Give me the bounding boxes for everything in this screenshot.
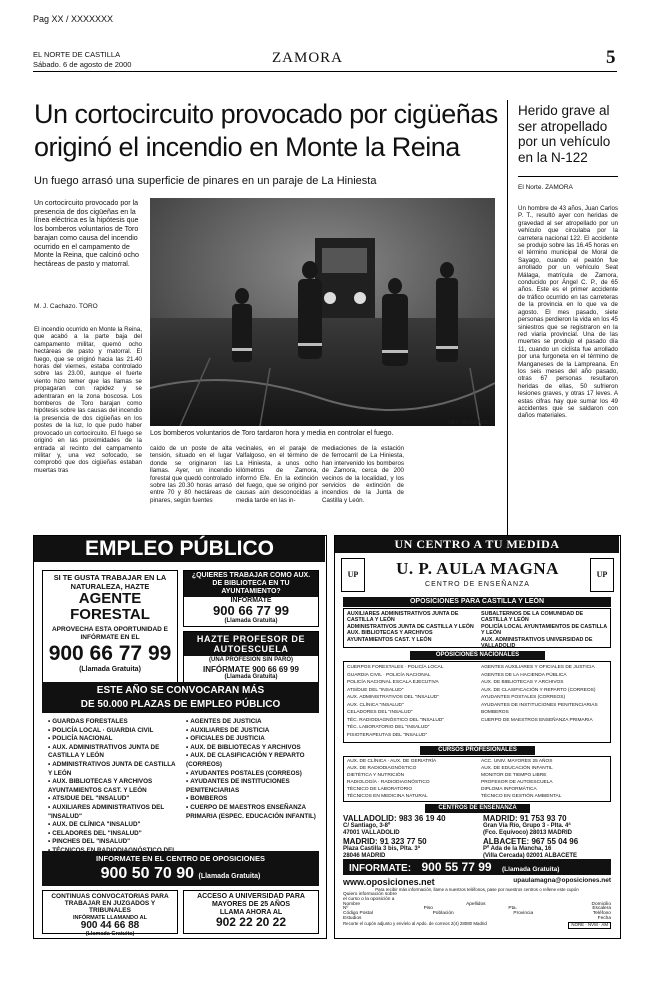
list-item: • ADMINISTRATIVOS JUNTA DE CASTILLA Y LEÓN: [48, 761, 178, 778]
aux-biblioteca-block: [183, 570, 319, 627]
page-date: Sábado. 6 de agosto de 2000: [33, 60, 132, 69]
nac-item: CUERPOS FORESTALES · POLICÍA LOCAL: [347, 665, 444, 670]
list-item: • POLICÍA LOCAL · GUARDIA CIVIL: [48, 727, 178, 736]
field-domicilio[interactable]: Domicilio: [591, 901, 611, 907]
side-byline: El Norte. ZAMORA: [518, 184, 573, 191]
main-headline: [34, 98, 504, 164]
aux-top: ¿QUIERES TRABAJAR COMO AUX. DE BIBLIOTECA EN TU AYUNTAMIENTO?: [184, 571, 318, 597]
centros-right: [483, 814, 613, 860]
lead-paragraph: Un cortocircuito provocado por la presencia de dos cigüeñas en la línea eléctrica es la hipótesis que los bomberos voluntarios de Toro barajan como causa del incendio ocurrido en el campamento de Monte la Reina, que calcinó ocho hectáreas de pasto y matorral.: [34, 199, 139, 268]
nac-item: AUX. ADMINISTRATIVOS DEL "INSALUD": [347, 695, 439, 700]
field-codigo-postal[interactable]: Código Postal: [343, 911, 373, 917]
article-column-1: El incendio ocurrido en Monte la Reina, que acabó a la parte baja del campamento militar, quemó ocho hectáreas de pasto y matorral. El fuego, que se originó hacia las 21.40 horas del viernes, estaba controlado sobre las 23.00, aunque el fuerte viento hizo temer que las llamas se propagaran con rapidez y se adentraran en la zona boscosa. Los bomberos de Toro barajan como hipótesis sobre las causas del incendio la presencia de dos cigüeñas en los postes de la luz, lo que pudo haber provocado un cortocircuito. El fuego se originó en las proximidades de la entrada al recinto del campamento militar y, una vez sofocado, se comprobó que dos cigüeñas estaban muertas tras: [34, 326, 142, 474]
list-item: • AYUDANTES POSTALES (CORREOS): [186, 770, 320, 779]
info-gratis: (Llamada Gratuita): [502, 866, 560, 873]
form-footer-row: [343, 922, 611, 929]
conv-info: INFÓRMATE LLAMANDO AL: [73, 914, 147, 921]
up-logo-right: UP: [590, 558, 614, 592]
plazas-banner: [42, 682, 319, 713]
fire-photo-illustration: [150, 198, 495, 426]
opos-item: SUBALTERNOS DE LA COMUNIDAD DE CASTILLA Y LEÓN: [481, 611, 584, 624]
nac-item: AUX. CLÍNICA "INSALUD": [347, 702, 404, 708]
curso-item: RADIOLOGÍA · RADIODIAGNÓSTICO: [347, 779, 430, 785]
headline-line-1: Un cortocircuito provocado por cigüeñas: [34, 99, 498, 129]
plazas-line-2: DE 50.000 PLAZAS DE EMPLEO PÚBLICO: [80, 699, 281, 710]
side-rule: [518, 176, 618, 177]
list-item: • POLICÍA NACIONAL: [48, 735, 178, 744]
curso-item: AUX. DE RADIODIAGNÓSTICO: [347, 765, 417, 771]
field-escalera[interactable]: Escalera: [592, 906, 611, 912]
article-column-4: mediaciones de la estación de ferrocarril de La Hiniesta, han intervenido los bomberos de Zamora, cerca de 200 vecinos de la localidad, y los servicios de extinción de incendios de la Junta de Castilla y León.: [322, 445, 404, 504]
list-item: • PINCHES DEL "INSALUD": [48, 838, 178, 847]
web-link[interactable]: www.oposiciones.net: [343, 877, 435, 887]
albacete-address-1: Pº Ada de la Mancha, 16: [483, 846, 552, 852]
aux-gratis: (Llamada Gratuita): [224, 618, 278, 624]
opos-item: AUX. BIBLIOTECAS Y ARCHIVOS AYUNTAMIENTOS CAST. Y LEÓN: [347, 630, 433, 643]
side-headline: Herido grave al ser atropellado por un vehículo en la N-122: [518, 103, 611, 165]
curso-item: AUX. DE EDUCACIÓN INFANTIL: [481, 765, 553, 771]
list-item: • AUXILIARES DE JUSTICIA: [186, 727, 320, 736]
form-code: NORE · NVM · AM: [568, 922, 611, 929]
list-item: • BOMBEROS: [186, 795, 320, 804]
conv-gratis: (Llamada Gratuita): [85, 930, 135, 937]
curso-item: TÉCNICO DE LABORATORIO: [347, 786, 413, 792]
nac-box: [343, 661, 611, 743]
curso-item: PROFESOR DE AUTOESCUELA: [481, 779, 553, 785]
byline: M. J. Cachazo. TORO: [34, 303, 98, 310]
informate-bar: [343, 859, 611, 875]
agente-info: APROVECHA ESTA OPORTUNIDAD E INFÓRMATE EN EL: [51, 626, 169, 641]
list-item: • AUX. BIBLIOTECAS Y ARCHIVOS AYUNTAMIENTOS CAST. Y LEÓN: [48, 778, 178, 795]
list-item: • AUX. DE CLASIFICACIÓN Y REPARTO (CORREOS): [186, 752, 320, 769]
article-column-3: vecinales, en el paraje de Valfalgoso, en el término de La Hiniesta, a unos ocho kilómetros de Zamora, informó Efe. En la extinción del fuego, que se originó por causas aún desconocidas a media tarde en las in-: [236, 445, 318, 504]
list-item: • AUX. DE BIBLIOTECAS Y ARCHIVOS: [186, 744, 320, 753]
list-item: • AYUDANTES DE INSTITUCIONES PENITENCIARIAS: [186, 778, 320, 795]
list-item: • AUX. DE CLÍNICA "INSALUD": [48, 821, 178, 830]
list-item: • ATS/DUE DEL "INSALUD": [48, 795, 178, 804]
valladolid-address-1: C/ Santiago, 3-8º: [343, 823, 391, 829]
paper-name: EL NORTE DE CASTILLA: [33, 50, 121, 59]
curso-item: TÉCNICOS EN MEDICINA NATURAL: [347, 793, 428, 799]
side-body: Un hombre de 43 años, Juan Carlos P. T., resultó ayer con heridas de gravedad al ser atropellado por un vehículo que circulaba por la carretera nacional 122. El accidente se produjo sobre las 16.45 horas en el término municipal de Moral de Sayago, cuando el peatón fue arrollado por un vehículo Seat Málaga, matrícula de Zamora, conducido por Ángel C. P., de 65 años. Este es el primer accidente de tráfico ocurrido en las carreteras de la provincia en lo que va de agosto. El mes pasado, siete personas perdieron la vida en los 45 siniestros que se registraron en la red viaria provincial. Una de las muertes se produjo el pasado día 11, cuando un ciclista fue arrollado por una furgoneta en el término de Manganeses de la Lampreana. En los seis meses del año pasado, otras 67 personas resultaron heridas de ellas, 50 sufrieron lesiones graves, y otras 17 leves. A estas cifras hay que sumar los 49 accidentes que se saldaron con daños materiales.: [518, 205, 618, 420]
juzgados-block: [42, 890, 178, 937]
univ-info: LLAMA AHORA AL: [219, 909, 283, 916]
aula-name: U. P. AULA MAGNA: [396, 559, 559, 578]
curso-item: TÉCNICO EN GESTIÓN AMBIENTAL: [481, 793, 562, 799]
univ-title: ACCESO A UNIVERSIDAD PARA MAYORES DE 25 AÑOS: [197, 893, 305, 908]
photo-caption: Los bomberos voluntarios de Toro tardaron hora y media en controlar el fuego.: [150, 430, 394, 437]
centro-info: INFORMATE EN EL CENTRO DE OPOSICIONES: [96, 854, 265, 863]
field-numero[interactable]: Nº: [343, 906, 349, 912]
nac-item: AYUDANTES DE INSTITUCIONES PENITENCIARIAS: [481, 702, 598, 708]
madrid2-address-1: Gran Vía Río, Grupo 3 - Plta. 4ª: [483, 823, 571, 829]
curso-item: DIETÉTICA Y NUTRICIÓN: [347, 772, 405, 778]
opos-box: [343, 608, 611, 648]
photo-credit: NATI HERNÁNDEZ: [448, 420, 492, 426]
curso-item: ACC. UNIV. MAYORES 25 AÑOS: [481, 759, 553, 764]
agente-gratis: (Llamada Gratuita): [79, 666, 141, 673]
headline-line-2: originó el incendio en Monte la Reina: [34, 132, 460, 162]
prof-title: HAZTE PROFESOR DE AUTOESCUELA: [184, 632, 318, 656]
agente-top: SI TE GUSTA TRABAJAR EN LA NATURALEZA, HAZTE: [53, 573, 167, 591]
coupon-form: [343, 893, 611, 936]
opos-item: AUX. ADMINISTRATIVOS UNIVERSIDAD DE VALLADOLID: [481, 636, 593, 650]
nac-item: ATS/DUE DEL "INSALUD": [347, 687, 404, 693]
form-note: Para recibir más información, llame a nuestros teléfonos, pase por nuestros centros o rellene este cupón: [375, 887, 579, 892]
column-divider: [507, 100, 508, 538]
madrid2-address-2: (Fco. Equívoco) 28013 MADRID: [483, 830, 573, 836]
cursos-title: CURSOS PROFESIONALES: [420, 746, 535, 755]
nac-item: BOMBEROS: [481, 710, 509, 715]
aula-magna-ad: [334, 535, 621, 939]
madrid-phone: MADRID: 91 323 77 50: [343, 837, 427, 846]
nac-item: AYUDANTES POSTALES (CORREOS): [481, 695, 566, 700]
agente-phone: 900 66 77 99: [48, 642, 172, 665]
empleo-list-right: [186, 718, 320, 821]
info-label: INFORMATE:: [349, 863, 412, 874]
nac-item: TÉC. RADIODIAGNÓSTICO DEL "INSALUD": [347, 717, 445, 723]
curso-item: AUX. DE CLÍNICA · AUX. DE GERIATRÍA: [347, 759, 437, 764]
field-estudios[interactable]: Estudios: [343, 915, 362, 921]
albacete-phone: ALBACETE: 967 55 04 96: [483, 837, 579, 846]
opos-item: ADMINISTRATIVOS JUNTA DE CASTILLA Y LEÓN: [347, 623, 474, 630]
nac-item: POLICÍA NACIONAL ESCALA EJECUTIVA: [347, 680, 439, 685]
web-row: [343, 877, 611, 887]
opos-item: POLICÍA LOCAL AYUNTAMIENTOS DE CASTILLA Y LEÓN: [481, 623, 607, 637]
email-link[interactable]: upaulamagna@oposiciones.net: [513, 877, 611, 884]
list-item: • AGENTES DE JUSTICIA: [186, 718, 320, 727]
plazas-line-1: ESTE AÑO SE CONVOCARAN MÁS: [96, 685, 265, 696]
centro-oposiciones-banner: [42, 851, 319, 886]
section-title: ZAMORA: [272, 50, 344, 66]
nac-item: TÉC. LABORATORIO DEL "INSALUD": [347, 725, 430, 730]
nac-item: AGENTES AUXILIARES Y OFICIALES DE JUSTICIA: [481, 665, 595, 670]
empleo-list-left: [48, 718, 178, 864]
form-q1: Quiero información sobre: [343, 892, 397, 897]
list-item: • CUERPO DE MAESTROS ENSEÑANZA PRIMARIA (ESPEC. EDUCACIÓN INFANTIL): [186, 804, 320, 821]
aula-sub: CENTRO DE ENSEÑANZA: [425, 581, 530, 588]
field-apellidos[interactable]: Apellidos: [466, 901, 486, 907]
valladolid-address-2: 47001 VALLADOLID: [343, 830, 400, 836]
madrid-address-2: 28046 MADRID: [343, 853, 386, 859]
list-item: • OFICIALES DE JUSTICIA: [186, 735, 320, 744]
agente-title-2: FORESTAL: [70, 606, 150, 623]
centro-gratis: (Llamada Gratuita): [198, 873, 261, 880]
univ-phone: 902 22 20 22: [215, 915, 287, 929]
field-piso[interactable]: Piso: [423, 906, 433, 912]
conv-title: CONTINUAS CONVOCATORIAS PARA TRABAJAR EN JUZGADOS Y TRIBUNALES: [51, 893, 169, 915]
field-puerta[interactable]: Pta.: [508, 906, 517, 912]
centro-phone: 900 50 70 90: [100, 865, 195, 882]
cursos-box: [343, 756, 611, 802]
field-poblacion[interactable]: Población: [432, 911, 454, 917]
info-phone: 900 55 77 99: [421, 860, 492, 874]
up-logo-left: UP: [341, 558, 365, 592]
opos-title: OPOSICIONES PARA CASTILLA Y LEÓN: [343, 597, 611, 607]
agente-forestal-block: [42, 570, 178, 694]
header-rule: [33, 71, 617, 72]
nac-item: AUX. DE BIBLIOTECAS Y ARCHIVOS: [481, 680, 564, 685]
field-telefono[interactable]: Teléfono: [592, 911, 611, 917]
list-item: • GUARDAS FORESTALES: [48, 718, 178, 727]
universidad-block: [183, 890, 319, 934]
conv-phone: 900 44 66 88: [80, 919, 140, 931]
nac-item: AUX. DE CLASIFICACIÓN Y REPARTO (CORREOS): [481, 687, 596, 693]
prof-sub: (UNA PROFESIÓN SIN PARO): [208, 657, 293, 663]
field-provincia[interactable]: Provincia: [513, 911, 534, 917]
form-q2: el curso o la oposición a: [343, 896, 395, 902]
article-column-2: caído de un poste de alta tensión, situado en el lugar donde se originaron las llamas. Ayer, un incendio forestal que quedó controlado sobre las 20.30 horas arrasó entre 70 y 80 hectáreas de pinares, según fuentes: [150, 445, 232, 504]
prof-gratis: (Llamada Gratuita): [224, 674, 278, 680]
curso-item: DIPLOMA INFORMÁTICA: [481, 786, 537, 792]
page-number: 5: [606, 47, 616, 68]
field-nombre[interactable]: Nombre: [343, 901, 361, 907]
fire-photo: [150, 198, 495, 426]
valladolid-phone: VALLADOLID: 983 36 19 40: [343, 814, 446, 823]
aux-info: INFÓRMATE: [230, 597, 272, 604]
opos-item: AUXILIARES ADMINISTRATIVOS JUNTA DE CASTILLA Y LEÓN: [347, 611, 459, 624]
list-item: • AUXILIARES ADMINISTRATIVOS DEL "INSALUD": [48, 804, 178, 821]
madrid-address-1: Plaza Castilla 3 bis, Plta. 3ª: [343, 846, 420, 852]
nac-item: CELADORES DEL "INSALUD": [347, 710, 413, 715]
page-folio: Pag XX / XXXXXXX: [33, 14, 114, 24]
centros-title: CENTROS DE ENSEÑANZA: [425, 804, 530, 813]
field-fecha[interactable]: Fecha: [597, 915, 611, 921]
prof-phone: INFÓRMATE 900 66 69 99: [203, 665, 299, 674]
albacete-address-2: (Villa Cercada) 02001 ALBACETE: [483, 853, 578, 859]
form-footer: Recorte el cupón adjunto y envíelo al Apdo. de correos 2(4) 28080 Madrid: [343, 920, 487, 926]
agente-title-1: AGENTE: [78, 590, 142, 607]
aula-banner: UN CENTRO A TU MEDIDA: [335, 536, 619, 553]
aux-phone: 900 66 77 99: [213, 603, 289, 618]
curso-item: MONITOR DE TIEMPO LIBRE: [481, 772, 547, 778]
main-subhead: Un fuego arrasó una superficie de pinares en un paraje de La Hiniesta: [34, 175, 377, 187]
madrid2-phone: MADRID: 91 753 93 70: [483, 814, 567, 823]
empleo-publico-ad: [33, 535, 327, 939]
nac-title: OPOSICIONES NACIONALES: [410, 651, 545, 660]
empleo-title: EMPLEO PÚBLICO: [34, 536, 325, 562]
nac-item: FISIOTERAPEUTAS DEL "INSALUD": [347, 732, 428, 738]
nac-item: GUARDIA CIVIL · POLICÍA NACIONAL: [347, 672, 431, 678]
list-item: • CELADORES DEL "INSALUD": [48, 830, 178, 839]
centros-left: [343, 814, 473, 860]
nac-item: CUERPO DE MAESTROS ENSEÑANZA PRIMARIA: [481, 717, 593, 723]
list-item: • AUX. ADMINISTRATIVOS JUNTA DE CASTILLA Y LEÓN: [48, 744, 178, 761]
nac-item: AGENTES DE LA HACIENDA PÚBLICA: [481, 672, 567, 678]
